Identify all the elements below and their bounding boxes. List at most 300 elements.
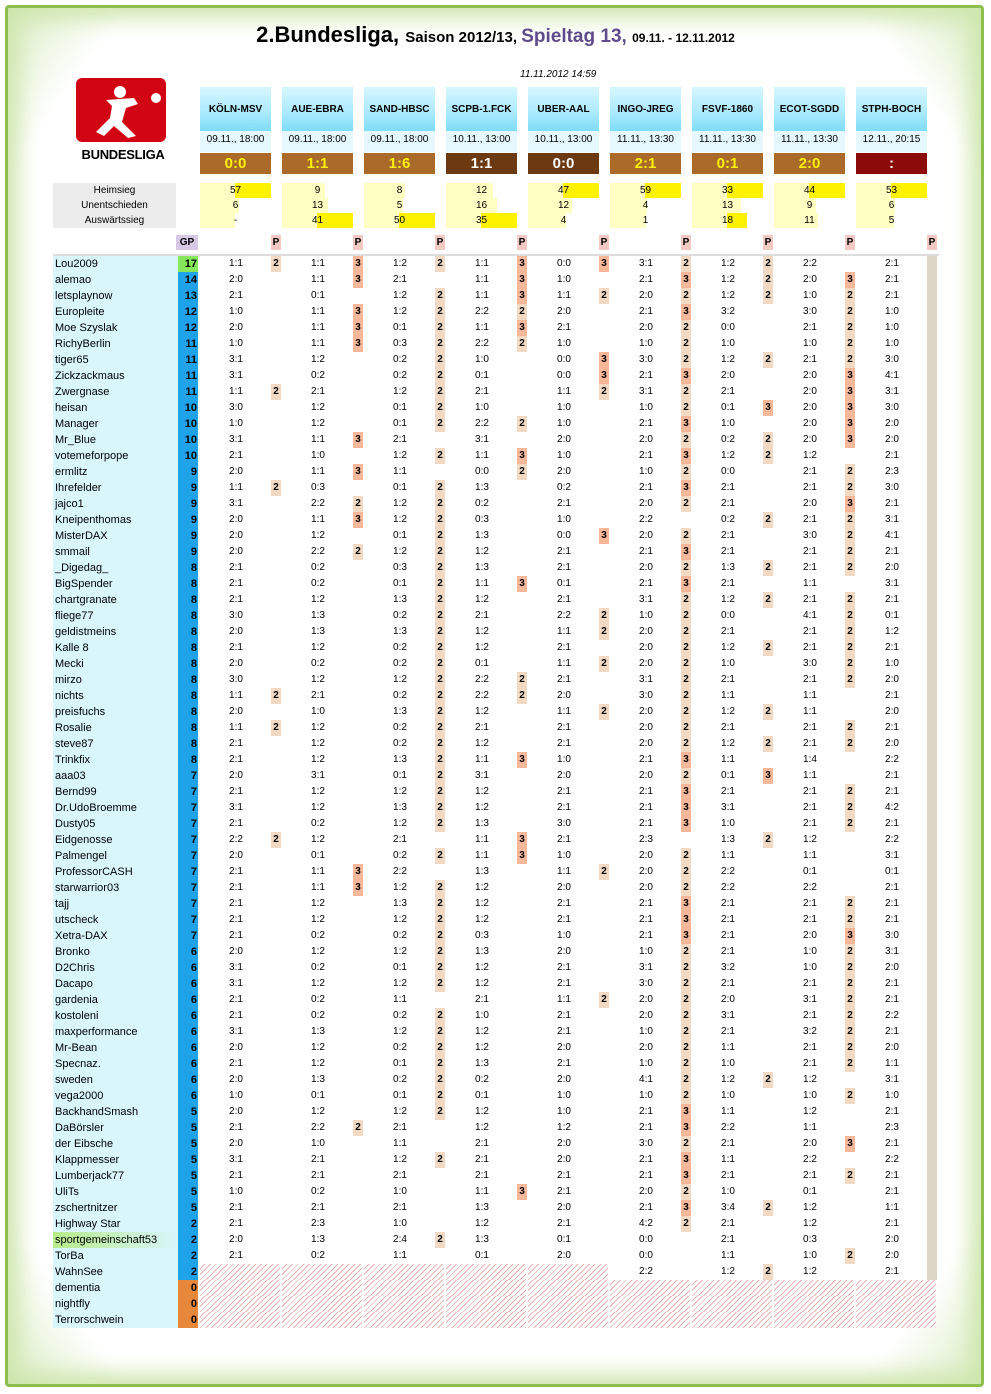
tip-value: 1:2 — [721, 1074, 735, 1085]
tip-value: 3:1 — [229, 354, 243, 365]
tip-points: 2 — [763, 432, 773, 448]
points-header: P — [600, 237, 608, 248]
tip-value: 2:1 — [639, 306, 653, 317]
user-name: Specnaz. — [53, 1056, 178, 1072]
no-tip — [282, 1296, 362, 1312]
stat-value: 12 — [528, 198, 599, 213]
tip-value: 3:1 — [229, 498, 243, 509]
tip-value: 1:2 — [393, 978, 407, 989]
tip-value: 2:1 — [803, 594, 817, 605]
tip-points: 2 — [845, 816, 855, 832]
tip-points: 3 — [599, 528, 609, 544]
tip-points: 2 — [599, 608, 609, 624]
user-name: nightfly — [53, 1296, 178, 1312]
tip-points — [271, 1072, 281, 1088]
tip-points — [763, 496, 773, 512]
tip-points — [927, 1216, 937, 1232]
tip-points — [927, 544, 937, 560]
tip-points — [353, 656, 363, 672]
tip-points — [517, 928, 527, 944]
tip-value: 2:3 — [311, 1218, 325, 1229]
user-name: Mecki — [53, 656, 178, 672]
tip-value: 2:1 — [557, 1026, 571, 1037]
tip-value: 2:1 — [229, 290, 243, 301]
tip-points: 2 — [435, 784, 445, 800]
tip-points: 2 — [681, 288, 691, 304]
tip-value: 0:2 — [393, 642, 407, 653]
tip-points: 2 — [435, 576, 445, 592]
tip-value: 0:1 — [803, 1186, 817, 1197]
tip-points — [599, 1216, 609, 1232]
tip-value: 0:1 — [803, 866, 817, 877]
tip-value: 1:2 — [803, 1074, 817, 1085]
match-result: 0:0 — [200, 153, 271, 174]
tip-value: 0:2 — [311, 818, 325, 829]
tip-value: 1:0 — [557, 338, 571, 349]
tip-value: 0:2 — [311, 994, 325, 1005]
tip-points — [353, 528, 363, 544]
tip-value: 1:0 — [885, 322, 899, 333]
tip-points — [845, 688, 855, 704]
user-name: Bernd99 — [53, 784, 178, 800]
tip-points: 2 — [435, 736, 445, 752]
tip-points: 2 — [681, 976, 691, 992]
tip-value: 0:3 — [393, 562, 407, 573]
match-date: 11.11., 13:30 — [610, 131, 681, 152]
tip-points — [271, 784, 281, 800]
match-result: 1:6 — [364, 153, 435, 174]
tip-value: 2:1 — [229, 578, 243, 589]
tip-value: 1:2 — [475, 626, 489, 637]
user-points: 6 — [178, 992, 198, 1008]
tip-value: 1:0 — [475, 1010, 489, 1021]
tip-value: 2:1 — [229, 786, 243, 797]
tip-points: 2 — [271, 256, 281, 272]
tip-value: 2:0 — [639, 434, 653, 445]
user-name: sportgemeinschaft53 — [53, 1232, 178, 1248]
tip-value: 2:1 — [557, 562, 571, 573]
tip-points: 2 — [845, 336, 855, 352]
tip-value: 2:1 — [229, 642, 243, 653]
tip-points — [763, 1120, 773, 1136]
tip-value: 3:1 — [885, 850, 899, 861]
tip-value: 2:1 — [229, 594, 243, 605]
tip-value: 1:0 — [803, 946, 817, 957]
tip-value: 1:0 — [557, 402, 571, 413]
match-name: UBER-AAL — [528, 87, 599, 131]
user-name: fliege77 — [53, 608, 178, 624]
tip-value: 1:2 — [311, 834, 325, 845]
tip-points — [517, 976, 527, 992]
tip-value: 2:2 — [721, 1122, 735, 1133]
tip-value: 1:2 — [311, 402, 325, 413]
tip-value: 1:1 — [557, 386, 571, 397]
tip-value: 2:1 — [721, 786, 735, 797]
tip-points — [845, 256, 855, 272]
tip-points — [927, 1168, 937, 1184]
tip-value: 1:1 — [885, 1058, 899, 1069]
tip-points — [353, 608, 363, 624]
tip-value: 1:2 — [311, 722, 325, 733]
user-points: 8 — [178, 608, 198, 624]
user-name: dementia — [53, 1280, 178, 1296]
tip-value: 2:0 — [557, 434, 571, 445]
tip-points: 2 — [435, 400, 445, 416]
tip-value: 2:1 — [229, 1218, 243, 1229]
tip-value: 1:1 — [229, 258, 243, 269]
tip-points — [353, 1232, 363, 1248]
tip-value: 3:2 — [803, 1026, 817, 1037]
tip-value: 3:1 — [721, 802, 735, 813]
tip-points — [763, 1024, 773, 1040]
tip-points — [763, 1248, 773, 1264]
tip-value: 1:0 — [885, 306, 899, 317]
tip-value: 2:0 — [229, 530, 243, 541]
tip-points — [353, 352, 363, 368]
tip-value: 1:1 — [311, 466, 325, 477]
tip-value: 2:0 — [229, 1042, 243, 1053]
user-name: heisan — [53, 400, 178, 416]
tip-value: 2:2 — [311, 1122, 325, 1133]
tip-value: 1:2 — [393, 514, 407, 525]
tip-value: 1:0 — [721, 1186, 735, 1197]
tip-points — [763, 896, 773, 912]
tip-points: 2 — [681, 1056, 691, 1072]
tip-points: 2 — [681, 944, 691, 960]
tip-value: 2:1 — [475, 994, 489, 1005]
stat-value: 11 — [774, 213, 845, 228]
tip-value: 2:0 — [557, 1250, 571, 1261]
tip-points: 3 — [681, 448, 691, 464]
tip-value: 1:2 — [803, 1202, 817, 1213]
tip-points: 2 — [845, 1040, 855, 1056]
tip-points: 2 — [681, 464, 691, 480]
tip-points — [927, 1040, 937, 1056]
tip-points: 3 — [845, 928, 855, 944]
match-date: 09.11., 18:00 — [282, 131, 353, 152]
user-points: 9 — [178, 480, 198, 496]
tip-points — [435, 992, 445, 1008]
tip-points — [927, 384, 937, 400]
no-tip — [446, 1296, 526, 1312]
tip-points: 3 — [353, 272, 363, 288]
tip-points — [927, 816, 937, 832]
user-points: 6 — [178, 1088, 198, 1104]
user-name: Kneipenthomas — [53, 512, 178, 528]
user-name: Palmengel — [53, 848, 178, 864]
stat-value: - — [200, 213, 271, 228]
tip-points: 2 — [681, 848, 691, 864]
tip-points: 2 — [763, 1264, 773, 1280]
tip-points — [517, 400, 527, 416]
stat-value: 44 — [774, 183, 845, 198]
tip-points — [353, 752, 363, 768]
tip-value: 3:0 — [229, 610, 243, 621]
tip-points — [517, 496, 527, 512]
tip-points — [517, 944, 527, 960]
tip-value: 1:2 — [803, 1266, 817, 1277]
user-name: aaa03 — [53, 768, 178, 784]
stat-value: 5 — [364, 198, 435, 213]
no-tip — [856, 1296, 936, 1312]
tip-value: 3:0 — [229, 402, 243, 413]
user-points: 0 — [178, 1280, 198, 1296]
user-points: 2 — [178, 1216, 198, 1232]
tip-value: 1:2 — [721, 354, 735, 365]
tip-value: 2:0 — [639, 866, 653, 877]
tip-points: 3 — [681, 1120, 691, 1136]
tip-points — [599, 416, 609, 432]
tip-value: 2:0 — [803, 1138, 817, 1149]
tip-points — [435, 832, 445, 848]
tip-value: 2:1 — [229, 866, 243, 877]
tip-points — [927, 624, 937, 640]
tip-value: 1:1 — [885, 1202, 899, 1213]
tip-points — [927, 288, 937, 304]
tip-value: 1:0 — [393, 1218, 407, 1229]
tip-points: 2 — [271, 720, 281, 736]
tip-points — [353, 976, 363, 992]
tip-value: 3:1 — [885, 946, 899, 957]
tip-points — [353, 1072, 363, 1088]
tip-points — [845, 768, 855, 784]
tip-value: 2:2 — [885, 1154, 899, 1165]
tip-points — [599, 1184, 609, 1200]
user-name: sweden — [53, 1072, 178, 1088]
tip-value: 2:1 — [229, 754, 243, 765]
tip-points — [353, 560, 363, 576]
tip-points — [845, 752, 855, 768]
tip-value: 1:1 — [557, 994, 571, 1005]
tip-points — [763, 688, 773, 704]
tip-value: 2:1 — [475, 386, 489, 397]
tip-value: 2:0 — [721, 994, 735, 1005]
tip-points — [599, 1136, 609, 1152]
no-tip — [528, 1280, 608, 1296]
tip-value: 1:2 — [475, 642, 489, 653]
tip-value: 0:3 — [803, 1234, 817, 1245]
tip-points: 2 — [681, 640, 691, 656]
tip-points: 2 — [845, 960, 855, 976]
tip-value: 2:1 — [885, 1026, 899, 1037]
tip-points — [271, 640, 281, 656]
user-name: Ihrefelder — [53, 480, 178, 496]
tip-points — [927, 608, 937, 624]
tip-value: 1:0 — [639, 338, 653, 349]
tip-points: 3 — [353, 880, 363, 896]
tip-points: 2 — [845, 912, 855, 928]
tip-points — [517, 544, 527, 560]
tip-points — [845, 1152, 855, 1168]
tip-value: 2:0 — [639, 1010, 653, 1021]
tip-points: 2 — [681, 400, 691, 416]
user-points: 8 — [178, 672, 198, 688]
tip-points — [517, 528, 527, 544]
no-tip — [774, 1312, 854, 1328]
tip-value: 1:2 — [721, 706, 735, 717]
tip-points — [599, 1232, 609, 1248]
tip-value: 2:1 — [393, 434, 407, 445]
no-tip — [200, 1312, 280, 1328]
tip-points — [681, 832, 691, 848]
tip-value: 1:1 — [311, 434, 325, 445]
tip-value: 4:1 — [639, 1074, 653, 1085]
tip-value: 2:0 — [885, 706, 899, 717]
tip-value: 2:0 — [557, 306, 571, 317]
tip-points: 3 — [845, 368, 855, 384]
tip-value: 2:0 — [639, 994, 653, 1005]
tip-points: 2 — [681, 432, 691, 448]
tip-points — [517, 1232, 527, 1248]
tip-value: 1:4 — [803, 754, 817, 765]
tip-points: 2 — [763, 256, 773, 272]
tip-points — [599, 1104, 609, 1120]
tip-value: 2:0 — [639, 530, 653, 541]
tip-points — [845, 448, 855, 464]
tip-points: 2 — [435, 912, 445, 928]
tip-points: 2 — [599, 992, 609, 1008]
tip-points — [599, 1024, 609, 1040]
tip-value: 2:1 — [639, 1122, 653, 1133]
tip-points — [517, 784, 527, 800]
tip-points — [927, 1136, 937, 1152]
stat-value: 6 — [200, 198, 271, 213]
tip-value: 1:2 — [475, 962, 489, 973]
tip-points: 3 — [681, 544, 691, 560]
tip-value: 0:2 — [393, 738, 407, 749]
tip-value: 3:0 — [885, 354, 899, 365]
user-points: 17 — [178, 256, 198, 272]
stat-value: 8 — [364, 183, 435, 198]
tip-points: 3 — [681, 416, 691, 432]
tip-value: 1:3 — [393, 594, 407, 605]
tip-points — [353, 960, 363, 976]
tip-points: 3 — [681, 784, 691, 800]
tip-value: 2:3 — [885, 1122, 899, 1133]
tip-points: 2 — [435, 1232, 445, 1248]
no-tip — [200, 1264, 280, 1280]
tip-points — [517, 608, 527, 624]
user-points: 9 — [178, 464, 198, 480]
tip-points: 3 — [845, 1136, 855, 1152]
user-name: MisterDAX — [53, 528, 178, 544]
tip-value: 3:1 — [229, 1154, 243, 1165]
tip-points: 3 — [681, 752, 691, 768]
tip-points — [927, 1088, 937, 1104]
tip-value: 3:0 — [639, 978, 653, 989]
tip-points — [435, 1120, 445, 1136]
tip-value: 2:0 — [639, 658, 653, 669]
tip-value: 0:0 — [475, 466, 489, 477]
tip-points — [763, 1040, 773, 1056]
user-points: 7 — [178, 768, 198, 784]
tip-value: 1:1 — [803, 770, 817, 781]
tip-points — [435, 272, 445, 288]
tip-points — [353, 624, 363, 640]
tip-value: 1:2 — [475, 978, 489, 989]
tip-points — [599, 752, 609, 768]
no-tip — [364, 1264, 444, 1280]
user-points: 6 — [178, 1024, 198, 1040]
tip-value: 1:1 — [311, 258, 325, 269]
match-date: 10.11., 13:00 — [528, 131, 599, 152]
tip-value: 1:2 — [803, 834, 817, 845]
tip-value: 1:2 — [311, 946, 325, 957]
tip-points — [763, 912, 773, 928]
tip-points — [927, 1232, 937, 1248]
tip-value: 3:1 — [721, 1010, 735, 1021]
tip-value: 0:1 — [311, 850, 325, 861]
tip-points — [599, 912, 609, 928]
match-name: INGO-JREG — [610, 87, 681, 131]
tip-points — [271, 624, 281, 640]
logo-text: BUNDESLIGA — [81, 147, 165, 162]
tip-value: 1:3 — [475, 818, 489, 829]
tip-value: 1:2 — [475, 1106, 489, 1117]
tip-value: 1:2 — [311, 898, 325, 909]
tip-points: 2 — [353, 496, 363, 512]
tip-points: 2 — [681, 496, 691, 512]
user-name: Manager — [53, 416, 178, 432]
tip-value: 0:2 — [393, 370, 407, 381]
tip-points — [927, 1200, 937, 1216]
tip-value: 1:2 — [803, 1106, 817, 1117]
tip-value: 1:1 — [393, 466, 407, 477]
tip-points — [599, 1200, 609, 1216]
tip-points — [517, 1072, 527, 1088]
stat-value: 33 — [692, 183, 763, 198]
user-name: DaBörsler — [53, 1120, 178, 1136]
points-header: P — [272, 237, 280, 248]
stat-value: 9 — [282, 183, 353, 198]
tip-points: 3 — [599, 368, 609, 384]
tip-points — [271, 432, 281, 448]
tip-points — [763, 1232, 773, 1248]
tip-value: 1:1 — [721, 1250, 735, 1261]
tip-value: 0:1 — [393, 418, 407, 429]
tip-value: 1:0 — [311, 1138, 325, 1149]
tip-value: 0:2 — [393, 354, 407, 365]
user-name: ermlitz — [53, 464, 178, 480]
tip-value: 3:1 — [885, 514, 899, 525]
tip-value: 1:0 — [721, 1090, 735, 1101]
tip-points — [845, 1216, 855, 1232]
tip-points — [927, 1120, 937, 1136]
tip-points — [599, 960, 609, 976]
tip-points — [599, 944, 609, 960]
tip-points — [927, 752, 937, 768]
tip-points — [353, 1152, 363, 1168]
tip-value: 1:2 — [803, 450, 817, 461]
tip-points: 2 — [763, 1200, 773, 1216]
tip-value: 1:1 — [803, 706, 817, 717]
tip-value: 2:1 — [721, 978, 735, 989]
tip-points — [927, 784, 937, 800]
tip-value: 1:1 — [557, 706, 571, 717]
tip-points — [845, 1072, 855, 1088]
no-tip — [774, 1280, 854, 1296]
tip-points — [927, 640, 937, 656]
tip-value: 2:1 — [885, 594, 899, 605]
tip-value: 0:2 — [393, 658, 407, 669]
tip-points — [271, 544, 281, 560]
no-tip — [856, 1312, 936, 1328]
tip-points — [599, 336, 609, 352]
tip-points: 2 — [763, 736, 773, 752]
tip-points: 3 — [763, 768, 773, 784]
tip-value: 2:2 — [229, 834, 243, 845]
tip-value: 3:1 — [639, 258, 653, 269]
